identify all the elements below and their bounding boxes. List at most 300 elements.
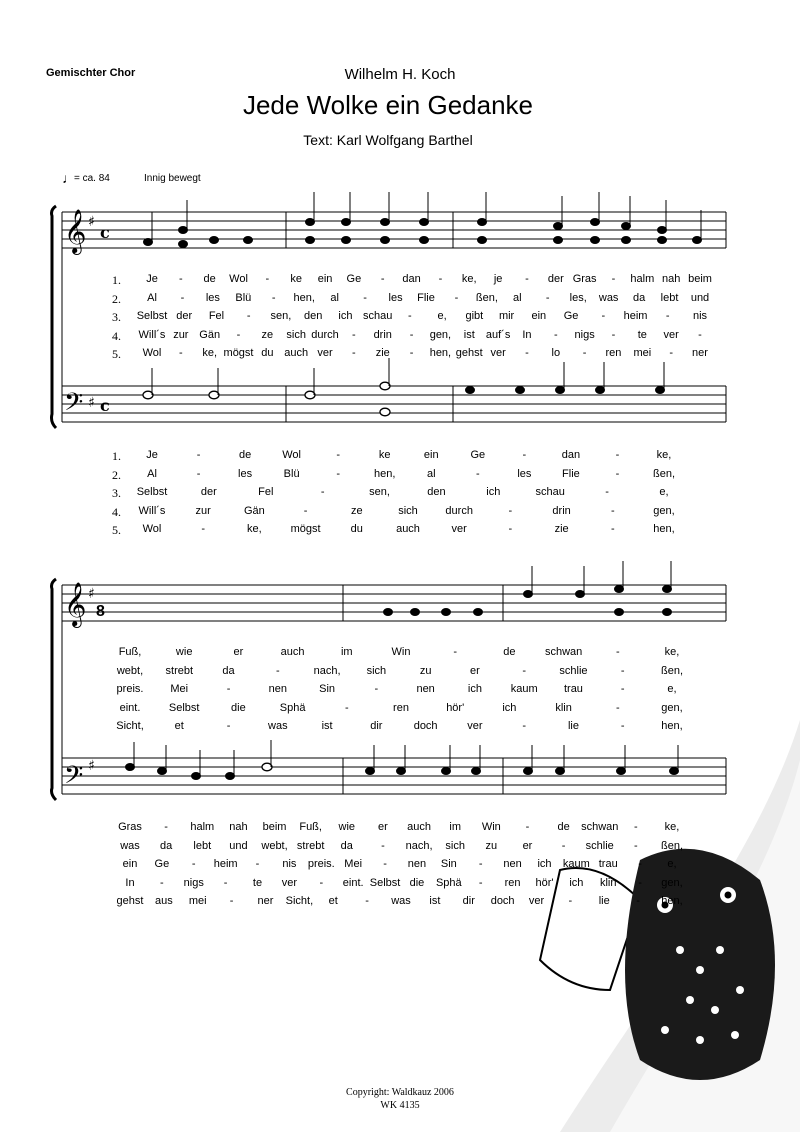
lyric-syllable: im — [449, 821, 461, 833]
lyric-syllable: Wol — [229, 273, 248, 285]
lyric-syllable: ke, — [247, 523, 262, 535]
lyric-syllable: - — [229, 895, 234, 907]
lyric-syllable: de — [238, 449, 252, 461]
svg-text:♯: ♯ — [88, 214, 95, 230]
lyric-syllable: hör' — [446, 701, 465, 714]
lyric-syllable: - — [275, 664, 280, 677]
lyric-syllable: schwan — [581, 821, 619, 833]
lyric-syllable: Sin — [440, 858, 457, 870]
lyric-syllable: - — [611, 328, 616, 341]
lyric-syllable: - — [271, 291, 276, 304]
lyric-syllable: al — [426, 467, 436, 480]
verse-number: 1. — [112, 273, 121, 287]
lyric-syllable: - — [561, 839, 566, 852]
verse-number: 4. — [112, 328, 121, 343]
lyric-syllable: ist — [429, 895, 441, 907]
lyric-syllable: de — [557, 821, 570, 833]
lyric-syllable: - — [638, 876, 642, 889]
lyric-syllable: ren — [393, 701, 409, 714]
lyric-syllable: Selbst — [168, 701, 200, 714]
lyric-syllable: ist — [321, 720, 333, 732]
lyric-syllable: schau — [362, 310, 393, 322]
lyric-syllable: - — [409, 328, 414, 341]
lyric-syllable: auch — [396, 523, 420, 535]
lyric-syllable: - — [610, 523, 615, 535]
lyric-syllable: - — [319, 876, 324, 889]
lyric-syllable: zu — [485, 839, 498, 852]
lyric-syllable: aus — [155, 895, 173, 907]
lyric-syllable: Ge — [154, 858, 170, 870]
lyric-syllable: Je — [146, 273, 158, 285]
lyric-syllable: hen, — [429, 347, 452, 359]
lyric-syllable: eint. — [342, 876, 364, 889]
lyric-syllable: ein — [423, 449, 439, 461]
lyric-syllable: ßen, — [475, 291, 498, 304]
lyric-syllable: auch — [280, 646, 305, 658]
lyric-syllable: e, — [437, 310, 447, 322]
lyric-syllable: dir — [370, 720, 383, 732]
lyric-syllable: durch — [311, 328, 339, 341]
lyric-syllable: ßen, — [660, 839, 684, 852]
lyric-syllable: ein — [317, 273, 333, 285]
lyric-syllable: Fel — [258, 486, 274, 498]
lyric-syllable: - — [374, 683, 379, 695]
lyric-syllable: al — [330, 291, 339, 304]
lyric-syllable: Flie — [417, 291, 435, 304]
lyric-syllable: ich — [569, 876, 584, 889]
lyric-syllable: kaum — [562, 858, 590, 870]
lyric-syllable: Blü — [283, 467, 300, 480]
lyric-syllable: - — [196, 467, 201, 480]
svg-text:c: c — [100, 396, 110, 415]
lyric-syllable: was — [120, 839, 140, 852]
lyric-syllable: du — [261, 347, 274, 359]
lyric-syllable: mei — [188, 895, 207, 907]
lyric-syllable: Ge — [563, 310, 579, 322]
lyric-syllable: ßen, — [652, 467, 676, 480]
lyric-syllable: Mei — [344, 858, 363, 870]
lyric-syllable: lebt — [660, 291, 679, 304]
lyric-syllable: halm — [190, 821, 215, 833]
lyric-syllable: mögst — [290, 523, 321, 535]
lyric-syllable: da — [340, 839, 353, 852]
lyric-syllable: da — [160, 839, 173, 852]
lyric-syllable: hen, — [293, 291, 315, 304]
lyric-syllable: gen, — [661, 876, 683, 889]
lyric-syllable: klin — [599, 876, 617, 889]
lyric-syllable: Ge — [346, 273, 362, 285]
lyric-syllable: gehst — [116, 895, 144, 907]
lyric-syllable: - — [365, 895, 369, 907]
treble-clef-icon: 𝄞 — [64, 209, 87, 253]
lyric-syllable: und — [229, 839, 248, 852]
lyric-syllable: Sin — [319, 683, 336, 695]
lyric-syllable: Gras — [118, 821, 142, 833]
lyric-syllable: et — [174, 720, 184, 732]
lyric-syllable: - — [615, 646, 620, 658]
lyric-syllable: et — [328, 895, 338, 907]
lyric-syllable: - — [669, 347, 673, 359]
lyric-syllable: dan — [561, 449, 581, 461]
lyric-syllable: trau — [563, 683, 583, 695]
lyric-syllable: zur — [195, 504, 211, 517]
lyric-syllable: ke, — [202, 347, 218, 359]
lyric-syllable: - — [255, 858, 260, 870]
svg-text:♯: ♯ — [88, 395, 95, 411]
lyric-syllable: Al — [147, 467, 157, 480]
lyric-syllable: schau — [535, 486, 565, 498]
lyric-syllable: ren — [504, 876, 521, 889]
lyric-syllable: ich — [486, 486, 501, 498]
lyric-syllable: ke — [290, 273, 303, 285]
lyric-syllable: - — [553, 328, 558, 341]
lyric-syllable: e, — [659, 486, 669, 498]
lyric-syllable: ein — [122, 858, 138, 870]
copyright-text: Copyright: Waldkauz 2006 — [346, 1087, 454, 1098]
lyric-syllable: Sicht, — [285, 895, 314, 907]
verse-number: 1. — [112, 449, 121, 463]
lyric-syllable: sich — [366, 664, 387, 677]
lyric-syllable: ke, — [664, 821, 680, 833]
lyric-syllable: lo — [551, 347, 561, 359]
lyric-syllable: - — [438, 273, 443, 285]
lyric-syllable: ke — [378, 449, 391, 461]
lyric-syllable: - — [160, 876, 164, 889]
lyric-syllable: drin — [373, 328, 392, 341]
lyric-syllable: - — [454, 291, 459, 304]
lyric-syllable: gen, — [429, 328, 452, 341]
lyric-syllable: ren — [605, 347, 622, 359]
lyric-syllable: ner — [257, 895, 274, 907]
lyric-syllable: - — [223, 876, 228, 889]
lyric-syllable: was — [268, 720, 288, 732]
lyric-syllable: ver — [490, 347, 506, 359]
lyric-syllable: - — [478, 876, 483, 889]
verse-number: 3. — [112, 486, 121, 500]
lyric-syllable: - — [453, 646, 458, 658]
lyric-syllable: ein — [531, 310, 547, 322]
lyric-syllable: - — [196, 449, 201, 461]
lyric-syllable: den — [427, 486, 446, 498]
lyric-syllable: ke, — [656, 449, 672, 461]
lyric-syllable: nigs — [574, 328, 595, 341]
lyric-syllable: te — [637, 328, 647, 341]
lyric-syllable: durch — [445, 504, 473, 517]
lyric-syllable: gen, — [661, 701, 683, 714]
lyric-syllable: nigs — [183, 876, 204, 889]
verse-number: 3. — [112, 310, 121, 324]
lyric-syllable: - — [180, 291, 185, 304]
measure-number: 8 — [96, 603, 105, 620]
lyric-syllable: Gän — [243, 504, 265, 517]
lyric-syllable: e, — [667, 683, 677, 695]
lyric-syllable: da — [222, 664, 235, 677]
lyric-syllable: les — [388, 291, 403, 304]
lyric-syllable: der — [176, 310, 193, 322]
lyric-syllable: - — [191, 858, 196, 870]
lyric-syllable: ich — [537, 858, 552, 870]
lyricist-credit: Text: Karl Wolfgang Barthel — [303, 132, 473, 148]
composer-name: Wilhelm H. Koch — [344, 66, 456, 83]
lyric-syllable: Al — [147, 291, 157, 304]
lyric-syllable: Will´s — [138, 504, 166, 517]
lyric-syllable: - — [634, 839, 638, 852]
verse-number: 5. — [112, 523, 121, 537]
lyric-syllable: ich — [338, 310, 353, 322]
lyric-syllable: webt, — [116, 664, 144, 677]
lyric-syllable: - — [615, 701, 620, 714]
lyric-syllable: - — [636, 895, 640, 907]
catalog-number: WK 4135 — [380, 1100, 420, 1111]
lyric-syllable: - — [508, 504, 513, 517]
lyric-syllable: du — [350, 523, 363, 535]
lyric-syllable: - — [352, 347, 356, 359]
lyric-syllable: halm — [630, 273, 655, 285]
lyric-syllable: nen — [407, 858, 427, 870]
lyric-syllable: ich — [467, 683, 482, 695]
lyric-syllable: auch — [407, 821, 431, 833]
lyric-syllable: er — [522, 839, 533, 852]
lyric-syllable: - — [164, 821, 168, 833]
lyric-syllable: hen, — [653, 523, 675, 535]
lyric-syllable: - — [620, 683, 625, 695]
lyric-syllable: zu — [419, 664, 432, 677]
lyric-syllable: je — [493, 273, 503, 285]
lyric-syllable: - — [568, 895, 573, 907]
lyric-syllable: - — [525, 273, 529, 285]
lyric-syllable: ver — [281, 876, 298, 889]
lyric-syllable: im — [340, 646, 353, 658]
lyric-syllable: Sicht, — [116, 720, 144, 732]
lyric-syllable: - — [352, 328, 356, 341]
lyric-syllable: hör' — [535, 876, 554, 889]
lyric-syllable: gen, — [653, 504, 675, 517]
lyric-syllable: - — [226, 683, 231, 695]
quarter-note-icon: ♩ — [62, 170, 76, 186]
lyric-syllable: was — [391, 895, 411, 907]
lyric-syllable: nah — [661, 273, 681, 285]
lyric-syllable: hen, — [374, 467, 396, 480]
tempo-marking: Innig bewegt — [144, 173, 201, 184]
lyric-syllable: les — [205, 291, 220, 304]
treble-clef-icon: 𝄞 — [64, 582, 87, 626]
lyric-syllable: sich — [398, 504, 418, 517]
lyric-syllable: ich — [502, 701, 517, 714]
lyric-syllable: Selbst — [136, 310, 168, 322]
lyric-syllable: mögst — [223, 347, 254, 359]
svg-text:♯: ♯ — [88, 586, 95, 602]
lyric-syllable: - — [525, 821, 530, 833]
verse-number: 5. — [112, 347, 121, 361]
lyric-syllable: da — [632, 291, 646, 304]
lyric-syllable: - — [475, 467, 480, 480]
lyric-syllable: - — [620, 720, 625, 732]
lyric-syllable: auf´s — [485, 328, 511, 341]
lyric-syllable: - — [409, 347, 414, 359]
lyric-syllable: Win — [481, 821, 501, 833]
lyric-syllable: wie — [338, 821, 356, 833]
lyric-syllable: zur — [173, 328, 189, 341]
lyric-syllable: Wol — [142, 347, 162, 359]
lyric-syllable: Fel — [208, 310, 225, 322]
lyric-syllable: Gän — [199, 328, 221, 341]
lyric-syllable: - — [226, 720, 231, 732]
lyric-syllable: preis. — [116, 683, 144, 695]
lyric-syllable: heim — [213, 858, 238, 870]
lyric-syllable: ver — [467, 720, 483, 732]
verse-number: 2. — [112, 291, 121, 306]
lyric-syllable: ke, — [664, 646, 680, 658]
lyric-syllable: dir — [462, 895, 475, 907]
lyric-syllable: - — [615, 449, 620, 461]
lyric-syllable: hen, — [661, 895, 683, 907]
lyric-syllable: - — [303, 504, 308, 517]
bass-clef-icon: 𝄢 — [64, 761, 84, 796]
lyric-syllable: lie — [598, 895, 610, 907]
lyric-syllable: doch — [490, 895, 515, 907]
lyric-syllable: ze — [261, 328, 274, 341]
lyric-syllable: lebt — [193, 839, 212, 852]
lyric-syllable: und — [690, 291, 710, 304]
lyric-syllable: Sphä — [435, 876, 462, 889]
lyric-syllable: Selbst — [136, 486, 168, 498]
tempo-value: = ca. 84 — [74, 173, 110, 184]
owl-logo-icon — [540, 720, 800, 1132]
copyright-footer — [0, 1086, 800, 1112]
page-title: Jede Wolke ein Gedanke — [242, 90, 534, 120]
lyric-syllable: - — [634, 821, 638, 833]
lyric-syllable: nis — [692, 310, 708, 322]
lyric-syllable: - — [605, 486, 609, 498]
lyric-syllable: - — [246, 310, 251, 322]
lyric-syllable: - — [638, 858, 642, 870]
lyric-syllable: heim — [623, 310, 648, 322]
lyric-syllable: Will´s — [138, 328, 166, 341]
lyric-syllable: trau — [598, 858, 618, 870]
lyric-syllable: ver — [663, 328, 679, 341]
lyric-syllable: eint. — [119, 701, 141, 714]
lyric-syllable: - — [265, 273, 270, 285]
lyric-syllable: ze — [350, 504, 363, 517]
lyric-syllable: - — [336, 449, 341, 461]
lyric-syllable: gibt — [465, 310, 484, 322]
lyric-syllable: schlie — [585, 839, 614, 852]
lyric-syllable: In — [125, 876, 135, 889]
lyric-syllable: les — [238, 467, 253, 480]
lyric-syllable: - — [620, 664, 625, 677]
lyric-syllable: sich — [286, 328, 306, 341]
lyric-syllable: ke, — [461, 273, 477, 285]
lyric-syllable: Wol — [282, 449, 301, 461]
lyric-syllable: - — [615, 467, 620, 480]
lyric-syllable: den — [303, 310, 323, 322]
lyric-syllable: - — [381, 839, 385, 852]
lyric-syllable: zie — [554, 523, 569, 535]
lyric-syllable: ßen, — [660, 664, 684, 677]
lyric-syllable: sen, — [270, 310, 292, 322]
lyric-syllable: Flie — [562, 467, 580, 480]
lyric-syllable: dan — [402, 273, 421, 285]
lyric-syllable: der — [547, 273, 564, 285]
lyric-syllable: ist — [463, 328, 475, 341]
lyric-syllable: - — [582, 347, 587, 359]
lyric-syllable: nis — [282, 858, 297, 870]
lyric-syllable: - — [236, 328, 241, 341]
lyric-syllable: nen — [416, 683, 435, 695]
lyric-syllable: Blü — [235, 291, 252, 304]
lyric-syllable: te — [252, 876, 263, 889]
bass-clef-icon: 𝄢 — [64, 388, 84, 423]
lyric-syllable: Gras — [572, 273, 597, 285]
lyric-syllable: Sphä — [279, 701, 306, 714]
choir-type-label: Gemischter Chor — [46, 67, 136, 79]
lyric-syllable: mei — [633, 347, 652, 359]
lyric-syllable: In — [522, 328, 532, 341]
lyric-syllable: Ge — [470, 449, 486, 461]
svg-text:♯: ♯ — [88, 758, 95, 774]
lyric-syllable: nen — [268, 683, 287, 695]
lyric-syllable: strebt — [165, 664, 194, 677]
lyric-syllable: mir — [498, 310, 515, 322]
lyric-syllable: die — [231, 701, 246, 714]
lyric-syllable: - — [698, 328, 702, 341]
lyric-syllable: - — [336, 467, 341, 480]
lyric-syllable: al — [513, 291, 522, 304]
lyric-syllable: - — [408, 310, 412, 322]
lyric-syllable: nach, — [405, 839, 433, 852]
lyric-syllable: de — [503, 646, 516, 658]
lyric-syllable: - — [344, 701, 349, 714]
lyric-syllable: sich — [445, 839, 465, 852]
lyric-syllable: er — [233, 646, 244, 658]
lyric-syllable: e, — [667, 858, 677, 870]
lyric-syllable: - — [320, 486, 325, 498]
lyric-syllable: ner — [692, 347, 708, 359]
lyric-syllable: beim — [688, 273, 712, 285]
lyric-syllable: - — [545, 291, 550, 304]
lyric-syllable: - — [522, 449, 527, 461]
lyric-syllable: gehst — [455, 347, 483, 359]
lyric-syllable: - — [178, 273, 183, 285]
lyric-syllable: ver — [528, 895, 545, 907]
lyric-syllable: - — [522, 720, 527, 732]
lyric-syllable: - — [178, 347, 183, 359]
lyric-syllable: zie — [375, 347, 390, 359]
lyric-syllable: die — [409, 876, 425, 889]
lyric-syllable: nach, — [313, 664, 341, 677]
lyric-syllable: wie — [175, 646, 193, 658]
lyric-syllable: Win — [391, 646, 411, 658]
lyric-syllable: les, — [569, 291, 587, 304]
verse-number: 2. — [112, 467, 121, 482]
verse-number: 4. — [112, 504, 121, 519]
lyric-syllable: beim — [262, 821, 287, 833]
lyric-syllable: sen, — [369, 486, 390, 498]
lyric-syllable: - — [380, 273, 385, 285]
lyric-syllable: - — [522, 664, 527, 677]
lyric-syllable: - — [363, 291, 367, 304]
lyric-syllable: Fuß, — [118, 646, 142, 658]
lyric-syllable: schwan — [544, 646, 583, 658]
lyric-syllable: - — [508, 523, 513, 535]
lyric-syllable: - — [201, 523, 206, 535]
lyric-syllable: auch — [284, 347, 309, 359]
lyric-syllable: der — [200, 486, 217, 498]
lyric-syllable: Je — [146, 449, 158, 461]
lyric-syllable: nen — [503, 858, 522, 870]
lyric-syllable: kaum — [510, 683, 538, 695]
lyric-syllable: - — [611, 273, 616, 285]
